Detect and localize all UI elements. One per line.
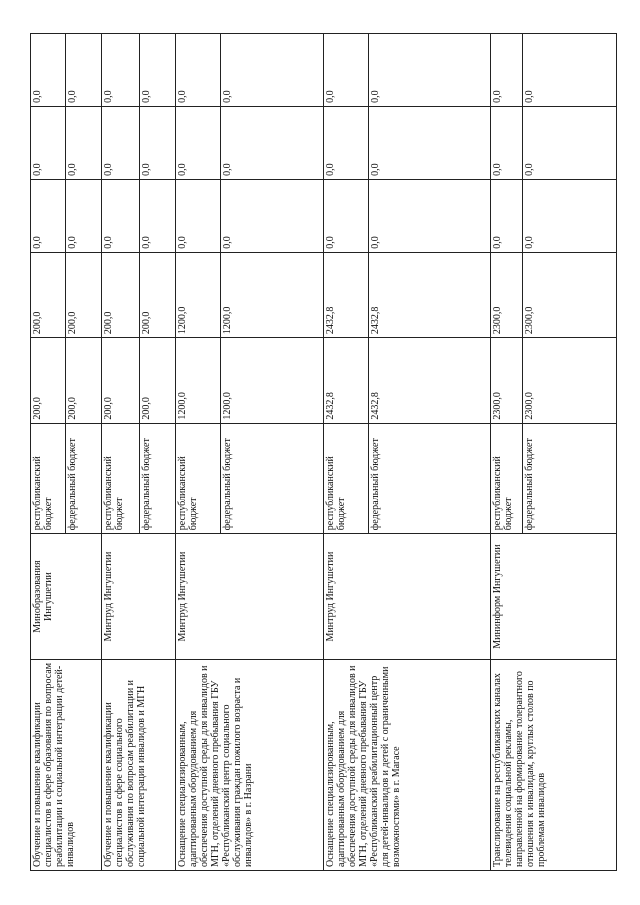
- funding-source-cell: республиканский бюджет: [491, 423, 523, 534]
- table-body: [31, 34, 617, 871]
- funding-source-cell: республиканский бюджет: [102, 423, 140, 534]
- year-amount-cell: 0,0: [66, 179, 102, 252]
- year-amount-cell: 0,0: [523, 34, 617, 107]
- year-amount-cell: 0,0: [221, 179, 324, 252]
- executor-cell: Минтруд Ингушетии: [176, 534, 324, 660]
- executor-cell: Минобразования Ингушетии: [31, 534, 102, 660]
- year-amount-cell: 0,0: [140, 34, 176, 107]
- total-amount-cell: 1200,0: [176, 338, 221, 423]
- year-amount-cell: 0,0: [66, 106, 102, 179]
- funding-source-cell: федеральный бюджет: [523, 423, 617, 534]
- rotated-table-container: [30, 33, 616, 871]
- total-amount-cell: 1200,0: [221, 338, 324, 423]
- year-amount-cell: 0,0: [221, 106, 324, 179]
- funding-source-cell: республиканский бюджет: [324, 423, 369, 534]
- year-amount-cell: 0,0: [369, 34, 491, 107]
- year-amount-cell: 0,0: [324, 106, 369, 179]
- funding-source-cell: республиканский бюджет: [31, 423, 66, 534]
- year-amount-cell: 200,0: [31, 252, 66, 337]
- year-amount-cell: 0,0: [369, 179, 491, 252]
- year-amount-cell: 0,0: [491, 106, 523, 179]
- total-amount-cell: 2432,8: [369, 338, 491, 423]
- total-amount-cell: 200,0: [102, 338, 140, 423]
- year-amount-cell: 0,0: [102, 34, 140, 107]
- year-amount-cell: 1200,0: [221, 252, 324, 337]
- year-amount-cell: 0,0: [31, 179, 66, 252]
- funding-source-cell: федеральный бюджет: [140, 423, 176, 534]
- total-amount-cell: 200,0: [66, 338, 102, 423]
- activity-cell: Обучение и повышение квалификации специалистов в сфере социального обслуживания по вопросам реабилитации и социальной интеграции инвалидов и МГН: [102, 659, 176, 870]
- year-amount-cell: 2432,8: [369, 252, 491, 337]
- year-amount-cell: 0,0: [523, 106, 617, 179]
- year-amount-cell: 200,0: [140, 252, 176, 337]
- total-amount-cell: 200,0: [31, 338, 66, 423]
- year-amount-cell: 0,0: [176, 34, 221, 107]
- table-row: [176, 34, 221, 871]
- year-amount-cell: 0,0: [31, 106, 66, 179]
- program-activities-table: [30, 33, 617, 871]
- year-amount-cell: 0,0: [140, 179, 176, 252]
- total-amount-cell: 200,0: [140, 338, 176, 423]
- year-amount-cell: 2432,8: [324, 252, 369, 337]
- total-amount-cell: 2432,8: [324, 338, 369, 423]
- year-amount-cell: 2300,0: [491, 252, 523, 337]
- year-amount-cell: 2300,0: [523, 252, 617, 337]
- year-amount-cell: 0,0: [369, 106, 491, 179]
- year-amount-cell: 200,0: [66, 252, 102, 337]
- table-row: [324, 34, 369, 871]
- year-amount-cell: 0,0: [66, 34, 102, 107]
- year-amount-cell: 0,0: [491, 179, 523, 252]
- year-amount-cell: 0,0: [140, 106, 176, 179]
- funding-source-cell: федеральный бюджет: [369, 423, 491, 534]
- year-amount-cell: 0,0: [324, 34, 369, 107]
- year-amount-cell: 0,0: [176, 106, 221, 179]
- year-amount-cell: 0,0: [491, 34, 523, 107]
- executor-cell: Минтруд Ингушетии: [102, 534, 176, 660]
- total-amount-cell: 2300,0: [523, 338, 617, 423]
- year-amount-cell: 200,0: [102, 252, 140, 337]
- year-amount-cell: 1200,0: [176, 252, 221, 337]
- year-amount-cell: 0,0: [523, 179, 617, 252]
- year-amount-cell: 0,0: [176, 179, 221, 252]
- activity-cell: Обучение и повышение квалификации специалистов в сфере образования по вопросам реабилитации и социальной интеграции детей-инвалидов: [31, 659, 102, 870]
- executor-cell: Мининформ Ингушетии: [491, 534, 617, 660]
- table-row: [491, 34, 523, 871]
- year-amount-cell: 0,0: [31, 34, 66, 107]
- activity-cell: Оснащение специализированным, адаптированным оборудованием для обеспечения доступной среды для инвалидов и МГН, отделений дневного пребывания ГБУ «Республиканский центр социального обслуживания граждан пожилого возраста и инвалидов» в г. Назрани: [176, 659, 324, 870]
- table-row: [31, 34, 66, 871]
- year-amount-cell: 0,0: [324, 179, 369, 252]
- funding-source-cell: федеральный бюджет: [66, 423, 102, 534]
- year-amount-cell: 0,0: [102, 179, 140, 252]
- activity-cell: Оснащение специализированным, адаптированным оборудованием для обеспечения доступной среды для инвалидов и МГН, отделений дневного пребывания ГБУ «Республиканский реабилитационный центр для детей-инвалидов и детей с ограниченными возможностями» в г. Магасе: [324, 659, 491, 870]
- year-amount-cell: 0,0: [102, 106, 140, 179]
- funding-source-cell: республиканский бюджет: [176, 423, 221, 534]
- table-row: [102, 34, 140, 871]
- total-amount-cell: 2300,0: [491, 338, 523, 423]
- executor-cell: Минтруд Ингушетии: [324, 534, 491, 660]
- funding-source-cell: федеральный бюджет: [221, 423, 324, 534]
- activity-cell: Транслирование на республиканских каналах телевидения социальной рекламы, направленной на формирование толерантного отношения к инвалидам, круглых столов по проблемам инвалидов: [491, 659, 617, 870]
- year-amount-cell: 0,0: [221, 34, 324, 107]
